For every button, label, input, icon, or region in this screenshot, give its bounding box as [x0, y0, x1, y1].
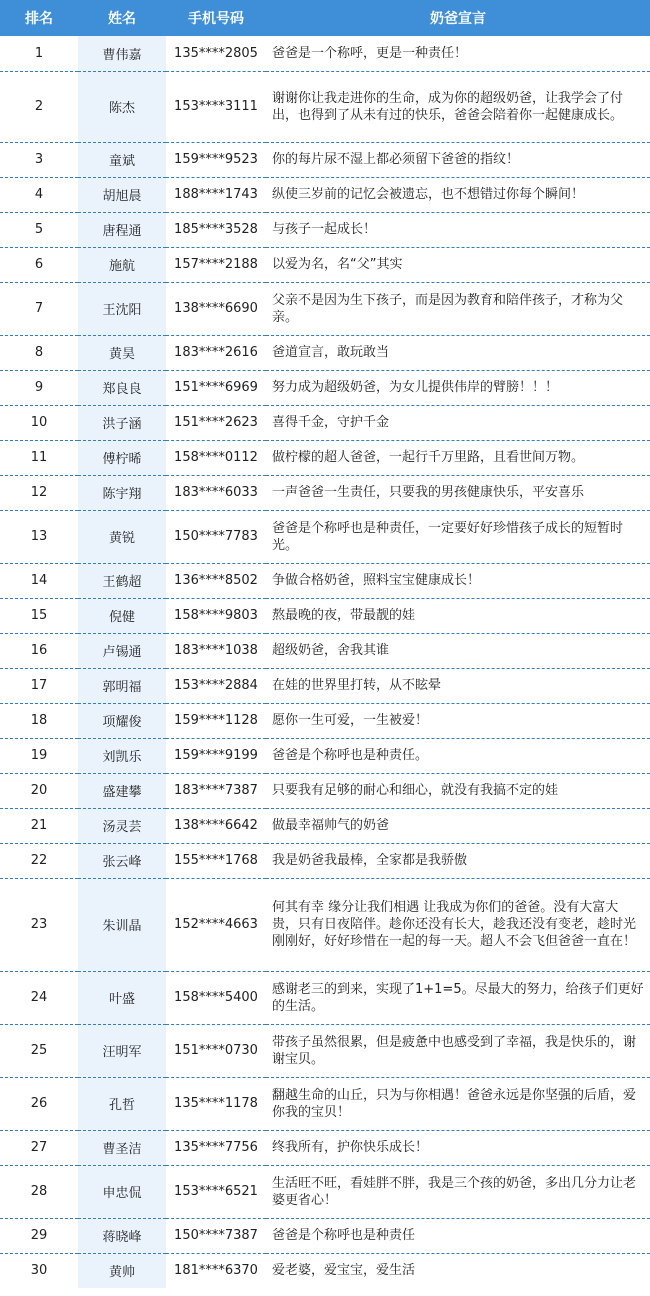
declaration-cell: 爸爸是个称呼也是种责任。 [266, 738, 650, 773]
declaration-cell: 你的每片尿不湿上都必须留下爸爸的指纹！ [266, 142, 650, 177]
table-row [0, 598, 650, 633]
table-row [0, 668, 650, 703]
phone-cell: 153****6521 [166, 1165, 266, 1218]
name-cell: 王鹤超 [78, 563, 166, 598]
table-row [0, 1077, 650, 1130]
rank-cell: 3 [0, 142, 78, 177]
name-cell: 黄昊 [78, 335, 166, 370]
name-cell: 童斌 [78, 142, 166, 177]
declaration-cell: 喜得千金，守护千金 [266, 405, 650, 440]
declaration-cell: 与孩子一起成长！ [266, 212, 650, 247]
declaration-cell: 一声爸爸一生责任，只要我的男孩健康快乐，平安喜乐 [266, 475, 650, 510]
phone-cell: 135****7756 [166, 1130, 266, 1165]
phone-cell: 183****1038 [166, 633, 266, 668]
table-row [0, 142, 650, 177]
phone-cell: 183****2616 [166, 335, 266, 370]
table-row [0, 773, 650, 808]
name-cell: 张云峰 [78, 843, 166, 878]
table-row [0, 703, 650, 738]
rank-cell: 14 [0, 563, 78, 598]
table-row [0, 633, 650, 668]
name-cell: 郭明福 [78, 668, 166, 703]
name-cell: 黄帅 [78, 1253, 166, 1288]
rank-cell: 13 [0, 510, 78, 563]
declaration-cell: 我是奶爸我最棒，全家都是我骄傲 [266, 843, 650, 878]
phone-cell: 181****6370 [174, 1263, 258, 1279]
table-row [0, 1253, 650, 1288]
table-row [0, 738, 650, 773]
rank-cell: 19 [0, 738, 78, 773]
phone-cell: 158****0112 [166, 440, 266, 475]
name-cell: 叶盛 [78, 971, 166, 1024]
rank-cell: 15 [0, 598, 78, 633]
rank-cell: 5 [0, 212, 78, 247]
rank-cell: 10 [0, 405, 78, 440]
table-row [0, 247, 650, 282]
declaration-cell: 生活旺不旺，看娃胖不胖，我是三个孩的奶爸，多出几分力让老婆更省心！ [266, 1165, 650, 1218]
declaration-cell: 以爱为名，名“父”其实 [266, 247, 650, 282]
rank-cell: 6 [0, 247, 78, 282]
declaration-cell: 爸爸是一个称呼，更是一种责任！ [266, 36, 650, 71]
rank-cell: 23 [0, 878, 78, 971]
name-cell: 洪子涵 [78, 405, 166, 440]
rank-cell: 11 [0, 440, 78, 475]
name-cell: 蒋晓峰 [78, 1218, 166, 1253]
name-cell: 盛建攀 [78, 773, 166, 808]
declaration-cell: 感谢老三的到来，实现了1+1=5。尽最大的努力，给孩子们更好的生活。 [266, 971, 650, 1024]
name-cell: 唐程通 [78, 212, 166, 247]
table-row [0, 1165, 650, 1218]
name-cell: 施航 [78, 247, 166, 282]
header-phone: 手机号码 [166, 0, 266, 36]
phone-cell: 136****8502 [166, 563, 266, 598]
rank-cell: 4 [0, 177, 78, 212]
name-cell: 倪健 [78, 598, 166, 633]
phone-cell: 155****1768 [166, 843, 266, 878]
table-row [0, 475, 650, 510]
name-cell: 孔哲 [78, 1077, 166, 1130]
phone-cell: 135****1178 [166, 1077, 266, 1130]
name-cell: 卢锡通 [78, 633, 166, 668]
name-cell: 朱训晶 [78, 878, 166, 971]
phone-cell: 151****2623 [166, 405, 266, 440]
phone-cell: 159****9199 [166, 738, 266, 773]
declaration-cell: 超级奶爸，舍我其谁 [266, 633, 650, 668]
rank-cell: 28 [0, 1165, 78, 1218]
table-header [0, 0, 650, 36]
name-cell: 曹圣洁 [78, 1130, 166, 1165]
rank-cell: 18 [0, 703, 78, 738]
table-row [0, 370, 650, 405]
declaration-cell: 做最幸福帅气的奶爸 [266, 808, 650, 843]
table-row [0, 563, 650, 598]
name-cell: 黄锐 [78, 510, 166, 563]
phone-cell: 150****7783 [166, 510, 266, 563]
table-row [0, 212, 650, 247]
rank-cell: 7 [0, 282, 78, 335]
declaration-cell: 爸爸是个称呼也是种责任，一定要好好珍惜孩子成长的短暂时光。 [266, 510, 650, 563]
rank-cell: 29 [0, 1218, 78, 1253]
name-cell: 刘凯乐 [78, 738, 166, 773]
table-row [0, 971, 650, 1024]
phone-cell: 158****9803 [166, 598, 266, 633]
phone-cell: 185****3528 [166, 212, 266, 247]
name-cell: 汤灵芸 [78, 808, 166, 843]
table-row [0, 177, 650, 212]
name-cell: 曹伟嘉 [78, 36, 166, 71]
name-cell: 傅柠晞 [78, 440, 166, 475]
name-cell: 郑良良 [78, 370, 166, 405]
header-row [0, 0, 650, 36]
table-body [0, 36, 650, 1288]
phone-cell: 159****9523 [166, 142, 266, 177]
declaration-cell: 熬最晚的夜，带最靓的娃 [266, 598, 650, 633]
declaration-cell: 爸爸是个称呼也是种责任 [266, 1218, 650, 1253]
phone-cell: 138****6690 [166, 282, 266, 335]
phone-cell: 153****2884 [166, 668, 266, 703]
rank-cell: 8 [0, 335, 78, 370]
declaration-cell: 爱老婆，爱宝宝，爱生活 [272, 1263, 416, 1279]
table-row [0, 36, 650, 71]
table-row [0, 510, 650, 563]
table-row [0, 282, 650, 335]
declaration-cell: 翻越生命的山丘，只为与你相遇！爸爸永远是你坚强的后盾，爱你我的宝贝！ [266, 1077, 650, 1130]
name-cell: 陈杰 [78, 71, 166, 142]
declaration-cell: 带孩子虽然很累，但是疲惫中也感受到了幸福，我是快乐的，谢谢宝贝。 [266, 1024, 650, 1077]
table-row [0, 71, 650, 142]
rank-cell: 27 [0, 1130, 78, 1165]
declaration-cell: 何其有幸 缘分让我们相遇 让我成为你们的爸爸。没有大富大贵，只有日夜陪伴。趁你还没有长大，趁我还没有变老，趁时光刚刚好，好好珍惜在一起的每一天。超人不会飞但爸爸一直在！ [266, 878, 650, 971]
declaration-cell: 争做合格奶爸，照料宝宝健康成长！ [266, 563, 650, 598]
table-row [0, 440, 650, 475]
phone-cell: 151****6969 [166, 370, 266, 405]
declaration-cell: 爸道宣言，敢玩敢当 [266, 335, 650, 370]
name-cell: 申忠侃 [78, 1165, 166, 1218]
rank-cell: 16 [0, 633, 78, 668]
table-row [0, 405, 650, 440]
phone-cell: 138****6642 [166, 808, 266, 843]
table-row [0, 1130, 650, 1165]
rank-cell: 25 [0, 1024, 78, 1077]
rank-cell: 1 [0, 36, 78, 71]
rank-cell: 2 [0, 71, 78, 142]
rank-cell: 20 [0, 773, 78, 808]
phone-cell: 153****3111 [166, 71, 266, 142]
phone-cell: 183****7387 [166, 773, 266, 808]
rank-cell: 22 [0, 843, 78, 878]
table-row [0, 808, 650, 843]
phone-cell: 157****2188 [166, 247, 266, 282]
rank-cell: 21 [0, 808, 78, 843]
declaration-cell: 在娃的世界里打转，从不眩晕 [266, 668, 650, 703]
declaration-cell: 纵使三岁前的记忆会被遗忘，也不想错过你每个瞬间！ [266, 177, 650, 212]
header-declaration: 奶爸宣言 [266, 0, 650, 36]
phone-cell: 188****1743 [166, 177, 266, 212]
phone-cell: 151****0730 [166, 1024, 266, 1077]
table-row [0, 1024, 650, 1077]
name-cell: 项耀俊 [78, 703, 166, 738]
table-row [0, 335, 650, 370]
declaration-cell: 谢谢你让我走进你的生命，成为你的超级奶爸，让我学会了付出，也得到了从未有过的快乐，爸爸会陪着你一起健康成长。 [266, 71, 650, 142]
name-cell: 汪明军 [78, 1024, 166, 1077]
table-row [0, 843, 650, 878]
phone-cell: 159****1128 [166, 703, 266, 738]
name-cell: 王沈阳 [78, 282, 166, 335]
table-row [0, 878, 650, 971]
declaration-cell: 努力成为超级奶爸，为女儿提供伟岸的臂膀！！！ [266, 370, 650, 405]
header-name: 姓名 [78, 0, 166, 36]
name-cell: 陈宇翔 [78, 475, 166, 510]
rank-cell: 26 [0, 1077, 78, 1130]
rank-cell: 12 [0, 475, 78, 510]
declaration-cell: 只要我有足够的耐心和细心，就没有我搞不定的娃 [266, 773, 650, 808]
phone-cell: 152****4663 [166, 878, 266, 971]
declaration-cell: 父亲不是因为生下孩子，而是因为教育和陪伴孩子，才称为父亲。 [266, 282, 650, 335]
phone-cell: 183****6033 [166, 475, 266, 510]
phone-cell: 150****7387 [166, 1218, 266, 1253]
declaration-cell: 终我所有，护你快乐成长！ [266, 1130, 650, 1165]
declaration-cell: 愿你一生可爱，一生被爱！ [266, 703, 650, 738]
phone-cell: 158****5400 [166, 971, 266, 1024]
header-rank: 排名 [0, 0, 78, 36]
name-cell: 胡旭晨 [78, 177, 166, 212]
declaration-cell: 做柠檬的超人爸爸，一起行千万里路，且看世间万物。 [266, 440, 650, 475]
table-row [0, 1218, 650, 1253]
rank-cell: 30 [30, 1263, 48, 1279]
rank-cell: 24 [0, 971, 78, 1024]
rank-cell: 17 [0, 668, 78, 703]
phone-cell: 135****2805 [166, 36, 266, 71]
rank-cell: 9 [0, 370, 78, 405]
